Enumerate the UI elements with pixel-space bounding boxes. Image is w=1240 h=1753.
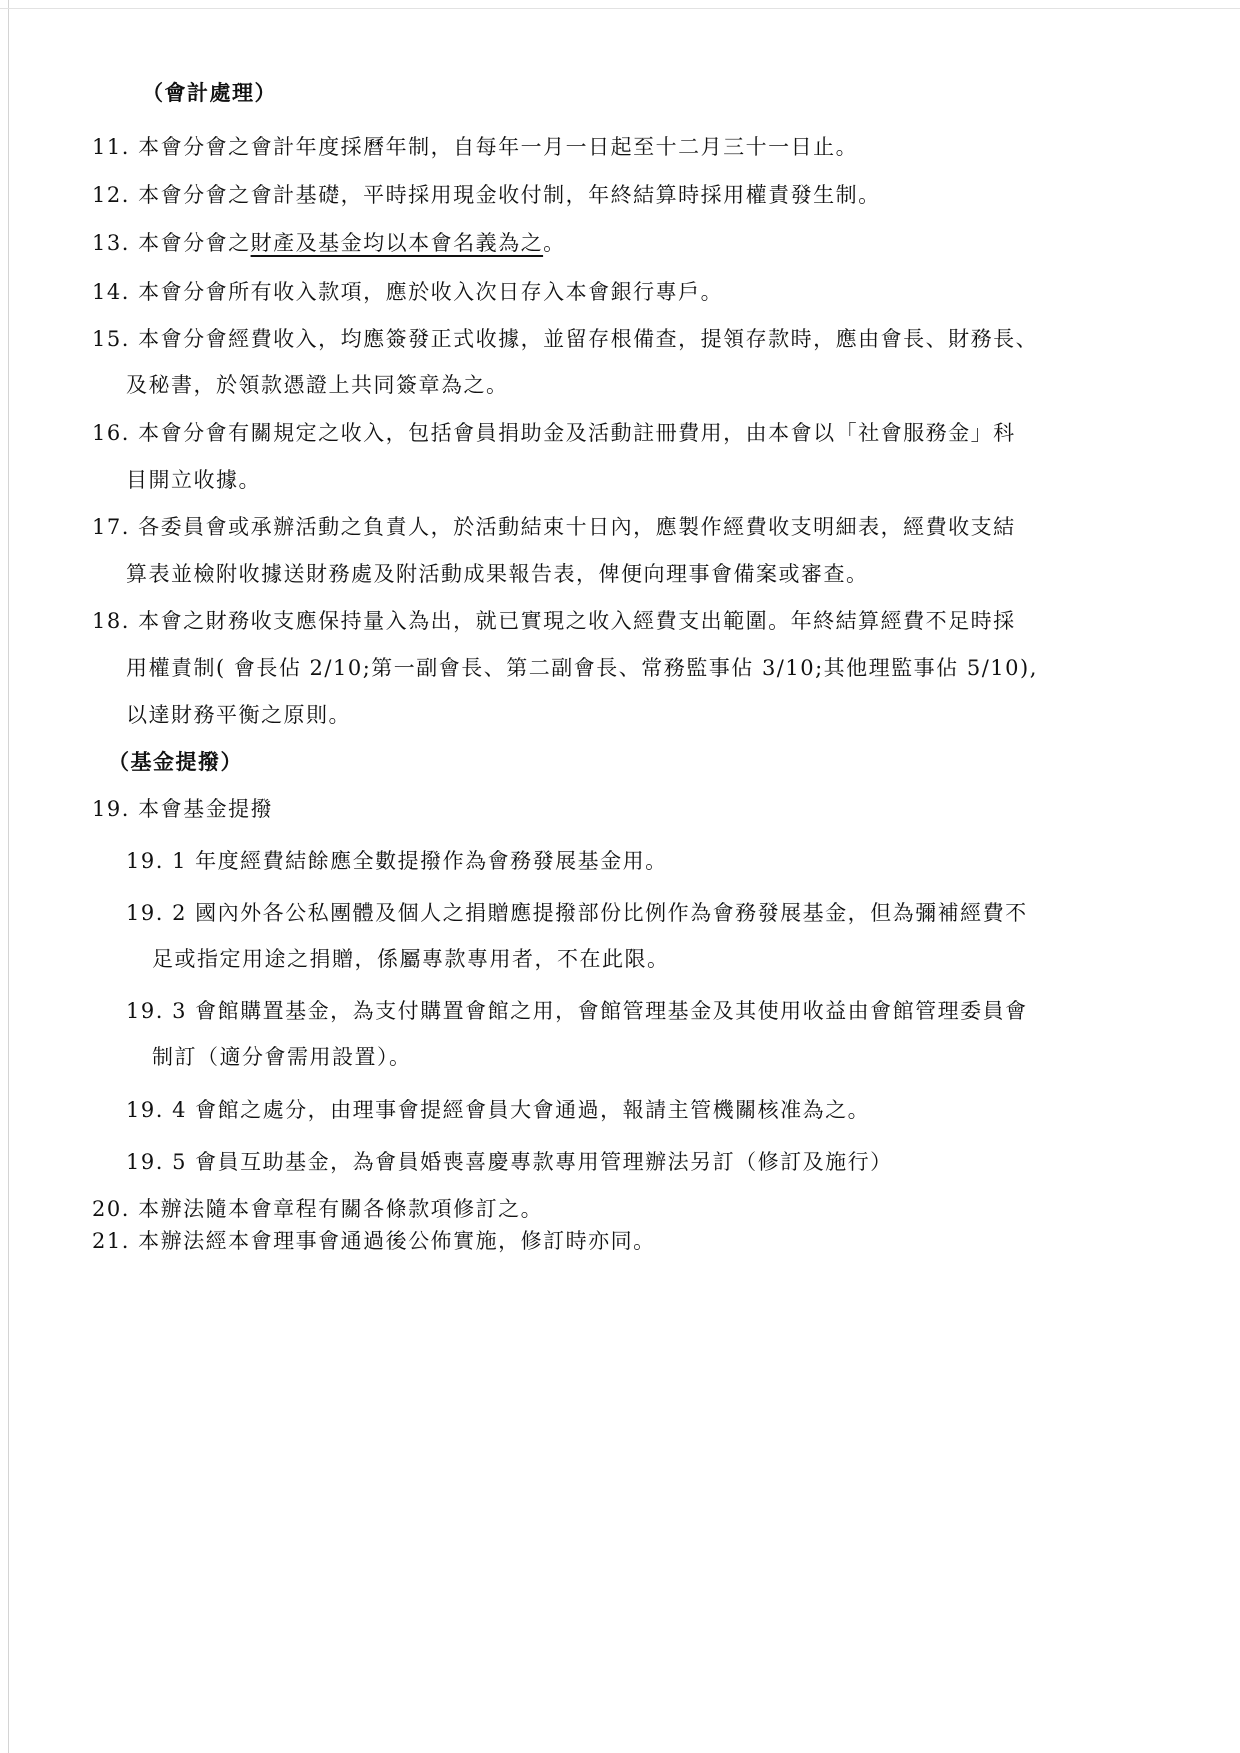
item-13-suffix: 。	[543, 231, 566, 255]
item-19-5: 19. 5 會員互助基金，為會員婚喪喜慶專款專用管理辦法另訂（修訂及施行）	[126, 1150, 893, 1174]
item-19-3-line-1: 19. 3 會館購置基金，為支付購置會館之用，會館管理基金及其使用收益由會館管理委員會	[126, 999, 1028, 1023]
item-18-line-3: 以達財務平衡之原則。	[126, 703, 351, 727]
item-16-line-2: 目開立收據。	[126, 468, 261, 492]
item-19-1: 19. 1 年度經費結餘應全數提撥作為會務發展基金用。	[126, 849, 668, 873]
item-19-4: 19. 4 會館之處分，由理事會提經會員大會通過，報請主管機關核准為之。	[126, 1098, 871, 1122]
section-heading-accounting: （會計處理）	[142, 80, 277, 105]
item-20: 20. 本辦法隨本會章程有關各條款項修訂之。	[92, 1197, 544, 1221]
item-14: 14. 本會分會所有收入款項，應於收入次日存入本會銀行專戶。	[92, 280, 724, 304]
item-18-line-2: 用權責制( 會長佔 2/10;第一副會長、第二副會長、常務監事佔 3/10;其他理監事佔 5/10),	[126, 656, 1038, 680]
item-19-3-line-2: 制訂（適分會需用設置）。	[152, 1045, 412, 1069]
item-13	[92, 228, 566, 258]
item-15-line-1: 15. 本會分會經費收入，均應簽發正式收據，並留存根備查，提領存款時，應由會長、財務長、	[92, 327, 1039, 351]
item-13-prefix: 13. 本會分會之	[92, 231, 251, 255]
item-11: 11. 本會分會之會計年度採曆年制，自每年一月一日起至十二月三十一日止。	[92, 135, 859, 159]
item-19-2-line-2: 足或指定用途之捐贈，係屬專款專用者，不在此限。	[152, 947, 670, 971]
item-19: 19. 本會基金提撥	[92, 797, 274, 821]
item-17-line-1: 17. 各委員會或承辦活動之負責人，於活動結束十日內，應製作經費收支明細表，經費收支結	[92, 515, 1016, 539]
scan-edge-line	[8, 0, 9, 1753]
item-21: 21. 本辦法經本會理事會通過後公佈實施，修訂時亦同。	[92, 1229, 656, 1253]
item-13-underlined-text: 財產及基金均以本會名義為之	[250, 231, 544, 255]
scan-top-line	[0, 8, 1240, 9]
item-17-line-2: 算表並檢附收據送財務處及附活動成果報告表，俾便向理事會備案或審查。	[126, 562, 869, 586]
item-19-2-line-1: 19. 2 國內外各公私團體及個人之捐贈應提撥部份比例作為會務發展基金，但為彌補經費不	[126, 901, 1028, 925]
item-12: 12. 本會分會之會計基礎，平時採用現金收付制，年終結算時採用權責發生制。	[92, 183, 881, 207]
item-18-line-1: 18. 本會之財務收支應保持量入為出，就已實現之收入經費支出範圍。年終結算經費不足時採	[92, 609, 1016, 633]
section-heading-fund: （基金提撥）	[108, 749, 243, 774]
item-15-line-2: 及秘書，於領款憑證上共同簽章為之。	[126, 373, 509, 397]
item-16-line-1: 16. 本會分會有關規定之收入，包括會員捐助金及活動註冊費用，由本會以「社會服務金」科	[92, 421, 1016, 445]
